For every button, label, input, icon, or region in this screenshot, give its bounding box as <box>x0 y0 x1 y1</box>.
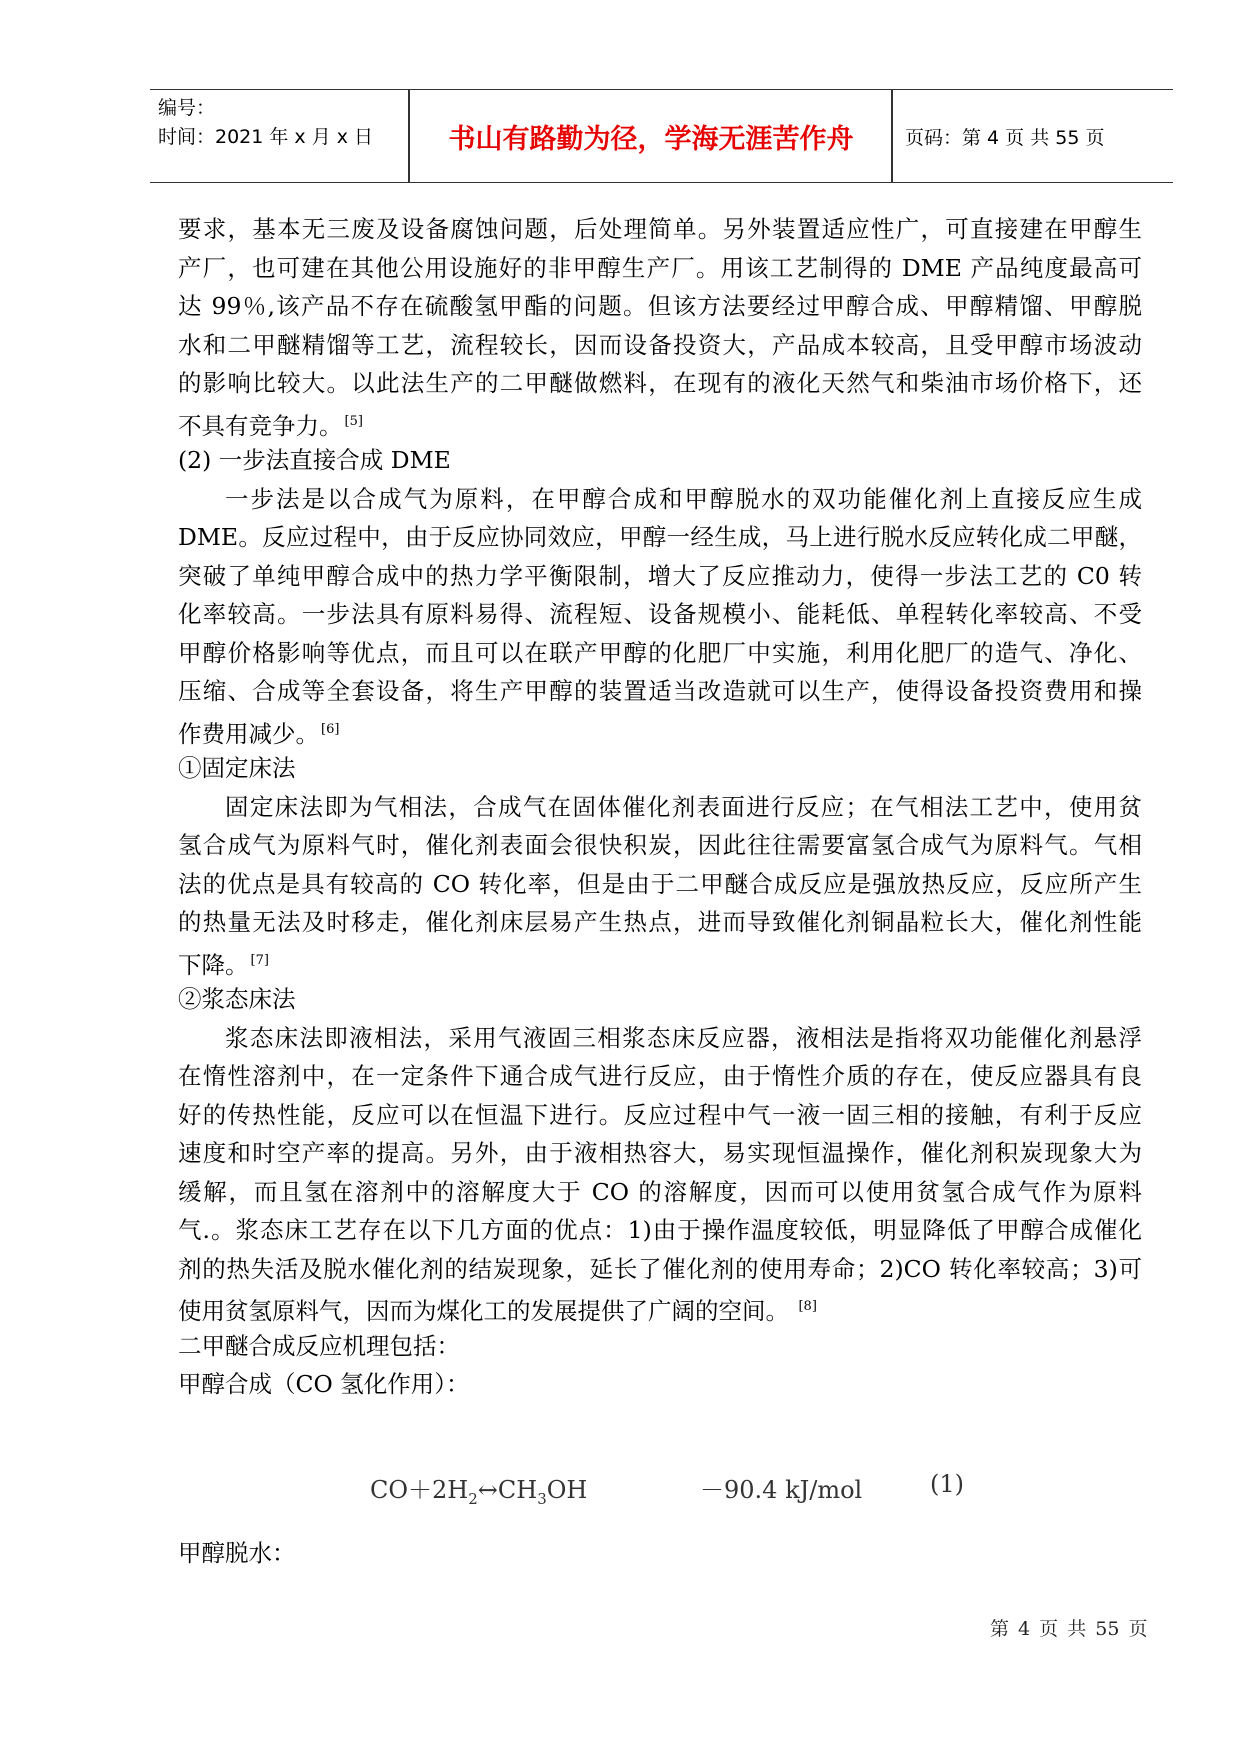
citation: [5] <box>344 413 363 429</box>
text-line: 化率较高。一步法具有原料易得、流程短、设备规模小、能耗低、单程转化率较高、不受 <box>178 600 1142 628</box>
text-line: 剂的热失活及脱水催化剂的结炭现象，延长了催化剂的使用寿命；2)CO 转化率较高；3)可 <box>178 1254 1142 1283</box>
text-line: 产厂，也可建在其他公用设施好的非甲醇生产厂。用该工艺制得的 DME 产品纯度最高可 <box>178 253 1142 282</box>
header-motto: 书山有路勤为径，学海无涯苦作舟 <box>448 123 854 155</box>
formula-subscript: 2 <box>468 1489 478 1508</box>
document-number-label: 编号： <box>158 97 216 119</box>
text-line: 甲醇脱水： <box>178 1539 296 1567</box>
section-heading: ②浆态床法 <box>178 985 296 1013</box>
text-line: 在惰性溶剂中，在一定条件下通合成气进行反应，由于惰性介质的存在，使反应器具有良 <box>178 1062 1142 1090</box>
reversible-arrow-icon: ↔ <box>477 1476 498 1504</box>
document-time: 时间：2021 年 x 月 x 日 <box>158 126 374 148</box>
formula-number: (1) <box>930 1470 964 1498</box>
text-line: 甲醇价格影响等优点，而且可以在联产甲醇的化肥厂中实施，利用化肥厂的造气、净化、 <box>178 638 1142 667</box>
text-line: 压缩、合成等全套设备，将生产甲醇的装置适当改造就可以生产，使得设备投资费用和操 <box>178 677 1142 705</box>
text-line: 水和二甲醚精馏等工艺，流程较长，因而设备投资大，产品成本较高，且受甲醇市场波动 <box>178 330 1142 359</box>
text-line: 甲醇合成（CO 氢化作用）： <box>178 1370 470 1398</box>
text-line: 缓解，而且氢在溶剂中的溶解度大于 CO 的溶解度，因而可以使用贫氢合成气作为原料 <box>178 1177 1142 1206</box>
text-line: 好的传热性能，反应可以在恒温下进行。反应过程中气一液一固三相的接触，有利于反应 <box>178 1100 1142 1129</box>
text-line: 浆态床法即液相法，采用气液固三相浆态床反应器，液相法是指将双功能催化剂悬浮 <box>225 1023 1142 1052</box>
text-line: 法的优点是具有较高的 CO 转化率，但是由于二甲醚合成反应是强放热反应，反应所产生 <box>178 869 1142 898</box>
text-line: 气.。浆态床工艺存在以下几方面的优点：1)由于操作温度较低，明显降低了甲醇合成催化 <box>178 1216 1142 1244</box>
header-divider <box>891 90 893 182</box>
citation: [6] <box>321 721 340 737</box>
text-line: 的影响比较大。以此法生产的二甲醚做燃料，在现有的液化天然气和柴油市场价格下，还 <box>178 369 1142 397</box>
text-line: 作费用减少。 <box>178 719 319 748</box>
formula-enthalpy: －90.4 kJ/mol <box>700 1476 863 1504</box>
formula-lhs: CO＋2H <box>370 1476 469 1504</box>
text-line: 不具有竞争力。 <box>178 411 343 440</box>
text-line: DME。反应过程中，由于反应协同效应，甲醇一经生成，马上进行脱水反应转化成二甲醚， <box>178 523 1142 551</box>
page-footer: 第 4 页 共 55 页 <box>990 1618 1148 1640</box>
citation: [8] <box>798 1299 817 1314</box>
text-line: 二甲醚合成反应机理包括： <box>178 1331 460 1360</box>
formula-subscript: 3 <box>537 1489 547 1508</box>
header-meta <box>158 94 373 152</box>
text-line: 速度和时空产率的提高。另外，由于液相热容大，易实现恒温操作，催化剂积炭现象大为 <box>178 1139 1142 1167</box>
text-line: 使用贫氢原料气，因而为煤化工的发展提供了广阔的空间。 <box>178 1297 789 1325</box>
paragraph-end <box>178 1288 1142 1327</box>
header-page-info: 页码：第 4 页 共 55 页 <box>905 126 1105 149</box>
header-table <box>150 89 1173 183</box>
formula-methanol-synthesis <box>370 1470 990 1510</box>
text-line: 一步法是以合成气为原料，在甲醇合成和甲醇脱水的双功能催化剂上直接反应生成 <box>225 484 1142 513</box>
citation: [7] <box>250 952 269 968</box>
section-heading: (2) 一步法直接合成 DME <box>178 446 451 474</box>
text-line: 达 99％,该产品不存在硫酸氢甲酯的问题。但该方法要经过甲醇合成、甲醇精馏、甲醇脱 <box>178 292 1142 320</box>
paragraph-end <box>178 942 1142 981</box>
formula-equation <box>370 1470 587 1508</box>
header-divider <box>408 90 410 182</box>
text-line: 要求，基本无三废及设备腐蚀问题，后处理简单。另外装置适应性广，可直接建在甲醇生 <box>178 215 1142 243</box>
formula-rhs: OH <box>546 1476 588 1504</box>
text-line: 突破了单纯甲醇合成中的热力学平衡限制，增大了反应推动力，使得一步法工艺的 C0 转 <box>178 561 1142 590</box>
paragraph-end <box>178 403 1142 442</box>
document-body <box>178 210 1142 1404</box>
section-heading: ①固定床法 <box>178 754 296 782</box>
text-line: 固定床法即为气相法，合成气在固体催化剂表面进行反应；在气相法工艺中，使用贫 <box>225 792 1142 821</box>
formula-rhs: CH <box>497 1476 538 1504</box>
text-line: 氢合成气为原料气时，催化剂表面会很快积炭，因此往往需要富氢合成气为原料气。气相 <box>178 831 1142 859</box>
text-line: 下降。 <box>178 950 249 979</box>
text-line: 的热量无法及时移走，催化剂床层易产生热点，进而导致催化剂铜晶粒长大，催化剂性能 <box>178 908 1142 936</box>
paragraph-end <box>178 711 1142 750</box>
